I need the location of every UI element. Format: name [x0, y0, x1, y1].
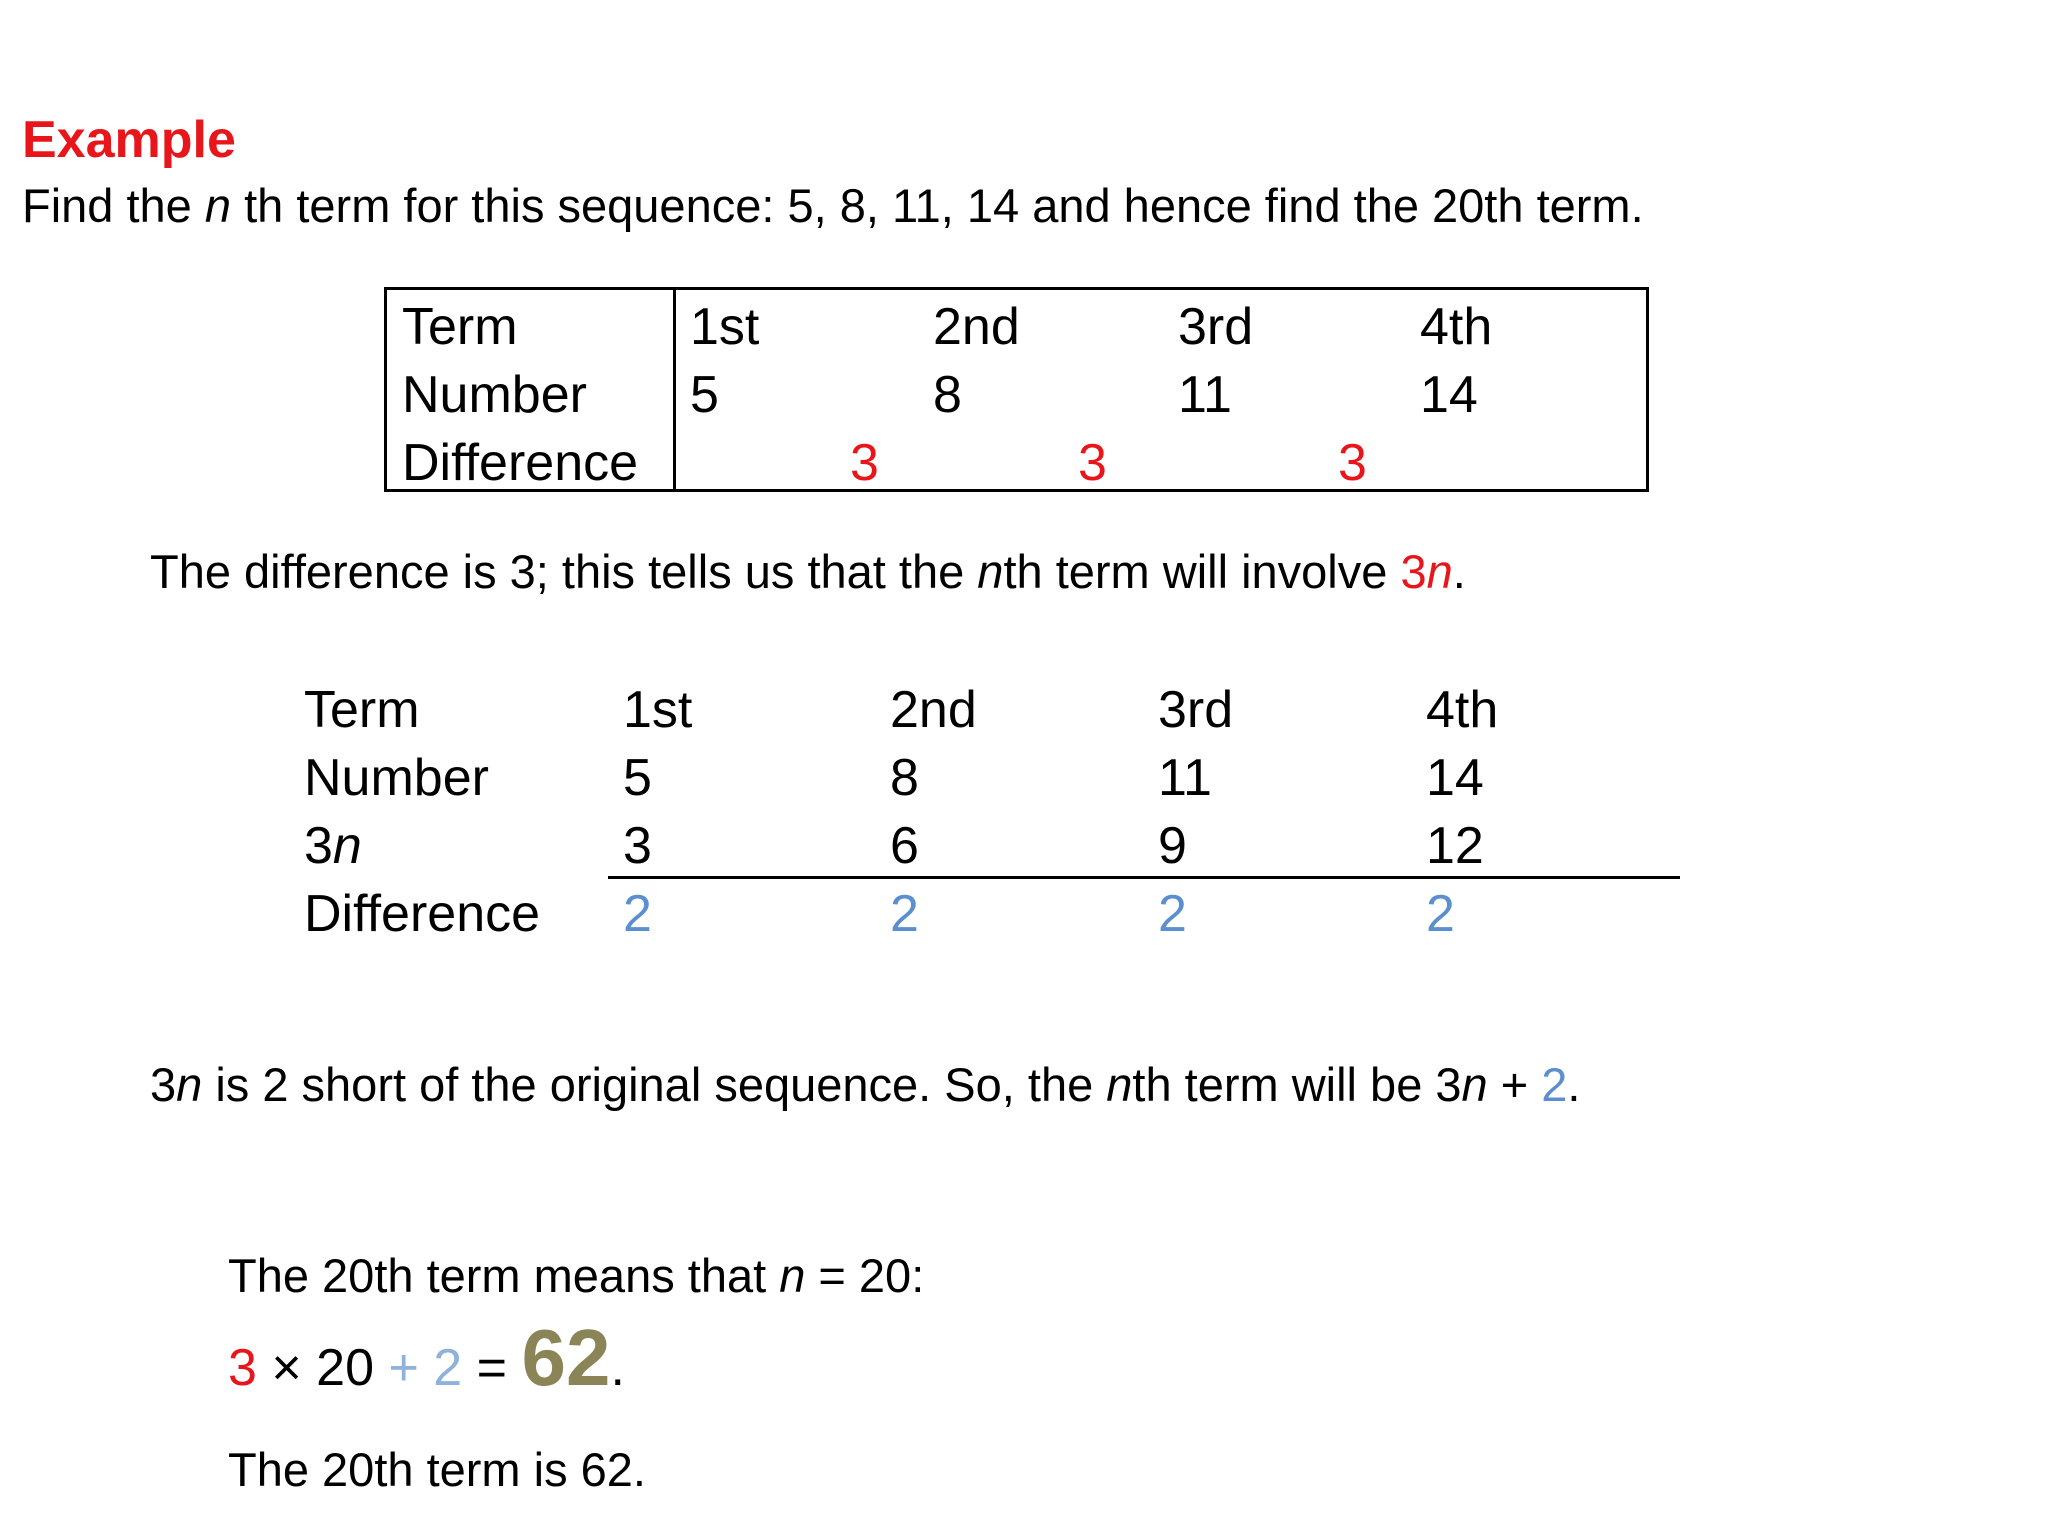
table1-term-3: 3rd — [1178, 298, 1254, 356]
table2-label-number: Number — [304, 749, 489, 807]
table2-label-3n-var: n — [332, 817, 362, 875]
table1-term-1: 1st — [690, 298, 760, 356]
statement2-blue-num: 2 — [1541, 1058, 1568, 1111]
calculation-equation — [228, 1312, 625, 1412]
table1-label-term: Term — [402, 298, 518, 356]
table2-label-3n — [304, 816, 362, 876]
table2-term-4: 4th — [1426, 681, 1499, 739]
table2-3n-3: 9 — [1158, 817, 1187, 875]
statement1-coef: 3 — [1400, 545, 1427, 598]
table2-difference-1: 2 — [623, 885, 652, 943]
problem-statement — [22, 178, 1644, 233]
twentieth-term-statement — [228, 1248, 924, 1303]
table2-label-3n-coef: 3 — [304, 817, 333, 875]
table2-difference-2: 2 — [890, 885, 919, 943]
table1-number-3: 11 — [1178, 366, 1232, 424]
table2-3n-4: 12 — [1426, 817, 1484, 875]
table2-3n-1: 3 — [623, 817, 652, 875]
statement2-text1: is 2 short of the original sequence. So, the — [202, 1058, 1107, 1111]
table1-label-number: Number — [402, 366, 587, 424]
table2-number-4: 14 — [1426, 749, 1484, 807]
statement2-var2: n — [1106, 1058, 1133, 1111]
table1-number-1: 5 — [690, 366, 719, 424]
statement1-red-variable: n — [1426, 545, 1453, 598]
statement3-after: = 20: — [805, 1249, 925, 1302]
statement2-end: . — [1567, 1058, 1581, 1111]
table1-term-2: 2nd — [933, 298, 1020, 356]
conclusion-statement: The 20th term is 62. — [228, 1443, 646, 1496]
statement2-var: n — [176, 1058, 203, 1111]
statement3-var: n — [779, 1249, 806, 1302]
table2-difference-3: 2 — [1158, 885, 1187, 943]
table2-term-2: 2nd — [890, 681, 977, 739]
difference-statement — [150, 544, 1466, 599]
table1-label-difference: Difference — [402, 434, 639, 492]
nth-term-statement — [150, 1057, 1580, 1112]
difference-table-divider — [673, 287, 676, 492]
statement1-middle: th term will involve — [1003, 545, 1401, 598]
statement2-plus: + — [1487, 1058, 1542, 1111]
table2-separator-line — [608, 876, 1680, 879]
statement2-text2: th term will be 3 — [1132, 1058, 1462, 1111]
table1-difference-1: 3 — [850, 434, 879, 492]
statement3-before: The 20th term means that — [228, 1249, 780, 1302]
equation-equals: = — [462, 1339, 522, 1397]
equation-plus-two: + 2 — [374, 1339, 463, 1397]
statement1-end: . — [1452, 545, 1466, 598]
example-heading: Example — [22, 111, 236, 169]
table2-label-term: Term — [304, 681, 420, 739]
statement2-coef: 3 — [150, 1058, 177, 1111]
table1-difference-2: 3 — [1078, 434, 1107, 492]
problem-text-after: th term for this sequence: 5, 8, 11, 14 and hence find the 20th term. — [231, 179, 1644, 232]
table1-difference-3: 3 — [1338, 434, 1367, 492]
table1-number-2: 8 — [933, 366, 962, 424]
table1-number-4: 14 — [1420, 366, 1478, 424]
equation-end: . — [610, 1339, 625, 1397]
equation-times: × 20 — [256, 1339, 375, 1397]
table2-term-3: 3rd — [1158, 681, 1234, 739]
table2-label-difference: Difference — [304, 885, 541, 943]
statement1-variable: n — [977, 545, 1004, 598]
table2-number-1: 5 — [623, 749, 652, 807]
table2-term-1: 1st — [623, 681, 693, 739]
problem-text-before: Find the — [22, 179, 205, 232]
statement2-var3: n — [1461, 1058, 1488, 1111]
table2-number-2: 8 — [890, 749, 919, 807]
table2-3n-2: 6 — [890, 817, 919, 875]
equation-red-num: 3 — [228, 1339, 257, 1397]
problem-variable: n — [204, 179, 232, 232]
table2-number-3: 11 — [1158, 749, 1212, 807]
equation-result: 62 — [521, 1313, 611, 1402]
table2-difference-4: 2 — [1426, 885, 1455, 943]
table1-term-4: 4th — [1420, 298, 1493, 356]
statement1-before: The difference is 3; this tells us that the — [150, 545, 978, 598]
